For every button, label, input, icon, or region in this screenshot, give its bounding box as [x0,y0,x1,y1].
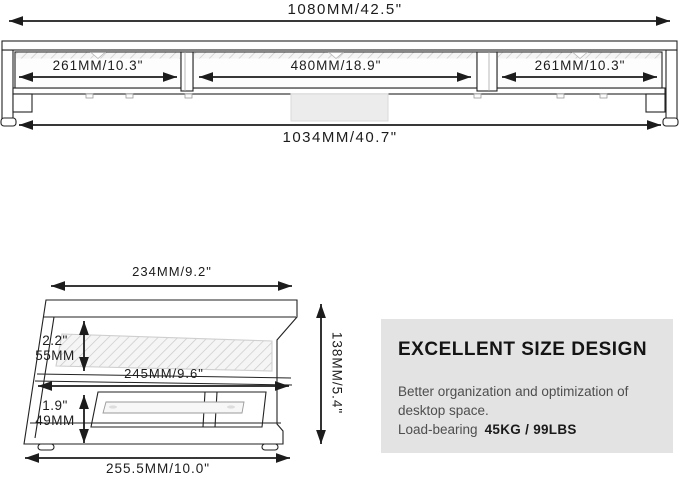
label-lower-clearance-in: 1.9" [42,398,68,413]
size-design-info-panel [381,319,673,453]
load-bearing-label: Load-bearing [398,422,478,437]
label-total-height: 138MM/5.4" [329,331,345,415]
label-total-width: 1080MM/42.5" [287,1,403,18]
label-right-section: 261MM/10.3" [534,58,626,73]
load-bearing-value: 45KG / 99LBS [484,422,577,437]
label-middle-depth: 245MM/9.6" [124,366,204,381]
front-view-drawing [1,41,678,126]
label-middle-section: 480MM/18.9" [290,58,382,73]
info-panel-title: EXCELLENT SIZE DESIGN [398,339,648,360]
label-lower-clearance-mm: 49MM [35,413,75,428]
label-base-depth: 255.5MM/10.0" [105,461,211,476]
label-lower-clearance [35,398,75,428]
label-upper-clearance [35,333,75,363]
label-top-depth: 234MM/9.2" [132,264,212,279]
info-panel-line1: Better organization and optimization of [398,384,629,399]
info-panel-line2: desktop space. [398,403,489,418]
info-panel-load-bearing [398,420,661,439]
label-left-section: 261MM/10.3" [52,58,144,73]
label-inner-width: 1034MM/40.7" [282,129,398,146]
label-upper-clearance-mm: 55MM [35,348,75,363]
label-upper-clearance-in: 2.2" [42,333,68,348]
